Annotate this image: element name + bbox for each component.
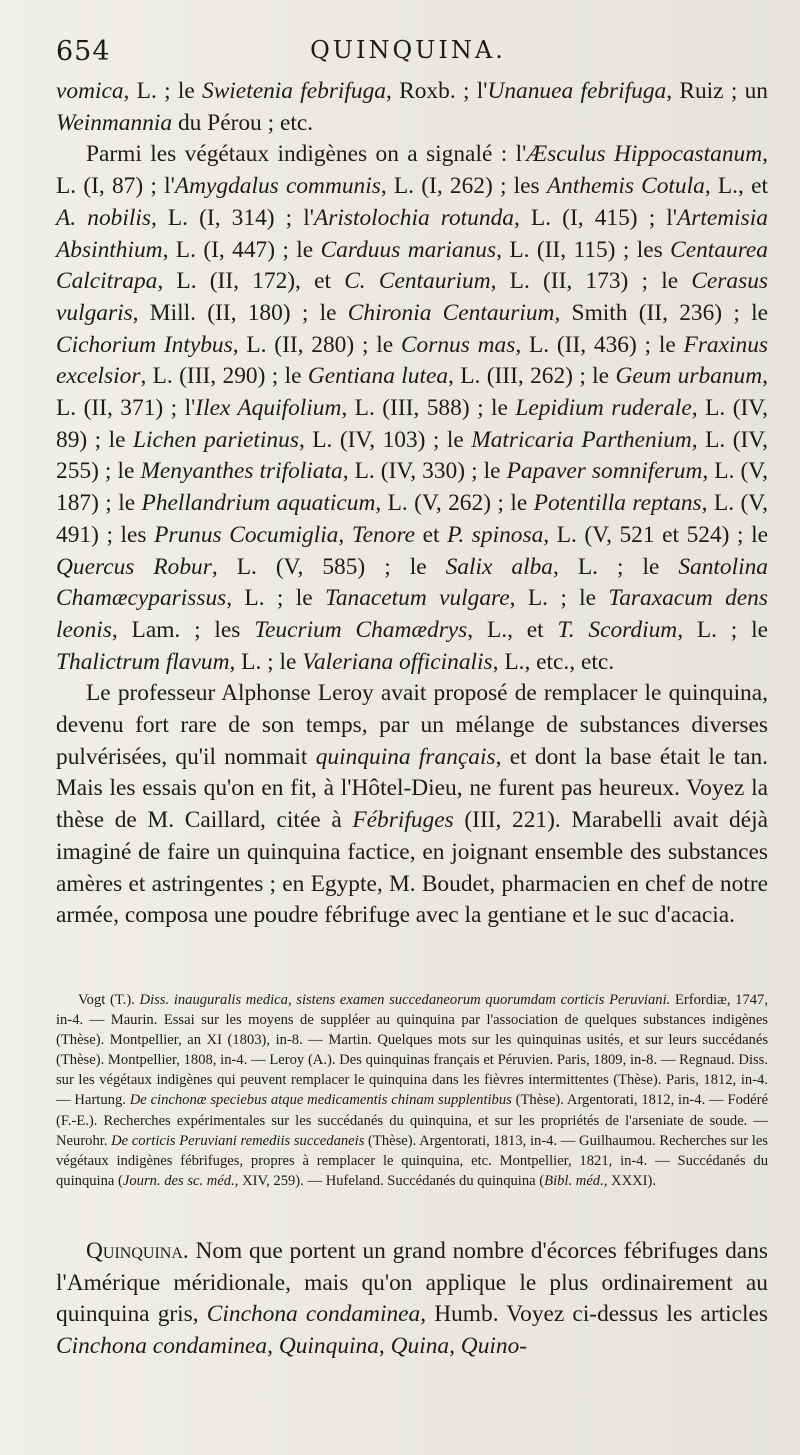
work-title: De corticis Peruviani remediis succedaneis [111, 1132, 365, 1149]
entry-headword: Quinquina. [86, 1238, 189, 1264]
species-name: vomica [56, 78, 124, 104]
species-name: Matricaria Parthenium [471, 426, 692, 453]
species-name: Phellandrium aquaticum [141, 490, 376, 517]
text-run: , L. (II, 115) ; les [496, 236, 671, 263]
text-run: , L. (I, 415) ; l' [513, 204, 678, 231]
text-run: , Smith (II, 236) ; le [554, 299, 769, 326]
species-name: Cerasus vulgaris [56, 268, 768, 326]
species-name: P. spinosa [447, 521, 544, 548]
species-name: Weinmannia [56, 109, 173, 136]
species-name: Teucrium Chamædrys [254, 616, 468, 643]
species-name: Valeriana officinalis [302, 648, 493, 675]
text-run: , L. (IV, 89) ; le [56, 395, 768, 453]
species-name: Cichorium Intybus [56, 331, 233, 358]
species-name: Thalictrum flavum [56, 648, 230, 675]
text-run: , L. (II, 280) ; le [232, 331, 401, 358]
text-run: (III, 221). Marabelli avait déjà imaginé de faire un quinquina factice, en joignant ensemble des substances amères et astringentes ; en Egypte, M. Boudet, pharmacien en chef de notre armée, composa une poudre fébrifuge avec la gentiane et le suc d'acacia. [56, 807, 769, 929]
text-run: , L., et [704, 173, 768, 200]
species-name: Prunus Cocumiglia [154, 521, 339, 548]
work-title: Diss. inauguralis medica, sistens examen succedaneorum quorumdam corticis Peruviani. [139, 992, 671, 1008]
text-run: , L. (I, 87) ; l' [56, 141, 768, 200]
text-run: , L. ; le [229, 648, 303, 675]
emphasis: quinquina français [315, 743, 496, 770]
species-name: Tanacetum vulgare [324, 585, 510, 612]
author-name: Tenore [351, 521, 416, 548]
cross-reference: Quina [390, 1333, 450, 1360]
dictionary-entry [56, 1236, 768, 1363]
species-name: Aristolochia rotunda [313, 204, 514, 231]
species-name: Salix alba [445, 553, 553, 580]
text-run: Le professeur Alphonse Leroy avait proposé de remplacer le quinquina, devenu fort rare de son temps, par un mélange de substances diverses pulvérisées, qu'il nommait [56, 680, 768, 770]
text-run: , Mill. (II, 180) ; le [132, 299, 348, 326]
text-run: Erfordiæ, 1747, in-4. — Maurin. Essai sur les moyens de suppléer au quinquina par l'association de quelques substances indigènes (Thèse). Montpellier, an XI (1803), in-8. — Martin. Quelques mots sur les quinquinas usités, et sur leurs succédanés (Thèse). Montpellier, 1808, in-4. — Leroy (A.). Des quinquinas français et Péruvien. Paris, 1809, in-8. — Regnaud. Diss. sur les végétaux indigènes qui peuvent remplacer le quinquina dans les fièvres intermittentes (Thèse). Paris, 1812, in-4. — Hartung. [56, 992, 769, 1109]
text-run: , [267, 1333, 279, 1360]
text-run: , L. (II, 436) ; le [515, 331, 684, 358]
text-run: , L. ; le [552, 553, 679, 580]
paragraph-indigenous-plants [56, 139, 768, 678]
text-run: , Lam. ; les [111, 616, 255, 643]
paragraph-leroy [56, 678, 768, 932]
species-name: Lepidium ruderale [515, 395, 692, 422]
species-name: Quercus Robur [56, 553, 212, 580]
text-run: , Roxb. ; l' [386, 78, 488, 104]
text-run: , XIV, 259). — Hufeland. Succédanés du quinquina ( [234, 1172, 545, 1189]
text-run: , L. ; le [226, 585, 325, 612]
text-run: , L. (V, 262) ; le [375, 490, 534, 517]
species-name: Potentilla reptans [533, 490, 702, 517]
species-name: Artemisia Absinthium [56, 204, 768, 263]
text-run: Vogt (T.). [78, 992, 140, 1008]
text-run: , L. (III, 290) ; le [140, 363, 308, 390]
species-name: A. nobilis [56, 204, 151, 231]
text-run: , [449, 1333, 461, 1360]
species-name: Anthemis Cotula [546, 173, 705, 200]
species-name: Chironia Centaurium [347, 299, 555, 326]
text-run: , L. (IV, 330) ; le [342, 458, 507, 485]
text-run: , L. (II, 173) ; le [490, 268, 692, 295]
species-name: Menyanthes trifoliata [140, 458, 343, 485]
text-run: du Pérou ; etc. [172, 109, 314, 136]
text-run: , L. (IV, 255) ; le [56, 426, 768, 485]
text-run: , L. (III, 588) ; le [341, 395, 516, 422]
text-run: (Thèse). Argentorati, 1812, in-4. — Fodéré (F.-E.). Recherches expérimentales sur les succédanés du quinquina, et sur les propriétés de l'arseniate de soude. — Neurohr. [56, 1092, 768, 1149]
text-run: , XXXI). [603, 1172, 657, 1189]
species-name: Santolina Chamæcyparissus [56, 553, 768, 612]
paragraph-continuation [56, 76, 768, 139]
main-text [56, 76, 768, 932]
species-name: T. Scordium [557, 616, 678, 643]
page-header [56, 36, 760, 76]
text-run: , L., etc., etc. [492, 648, 615, 675]
text-run: , L., et [467, 616, 558, 643]
work-title: Bibl. méd. [544, 1172, 604, 1189]
text-run: , [378, 1333, 391, 1360]
text-run: , Humb. Voyez ci-dessus les articles [420, 1301, 768, 1328]
text-run: , L. (I, 314) ; l' [150, 204, 314, 231]
text-run: , L. (V, 521 et 524) ; le [543, 521, 768, 548]
species-name: Papaver somniferum [506, 458, 703, 485]
species-name: Carduus marianus [320, 236, 497, 263]
running-title: QUINQUINA. [310, 36, 506, 64]
work-title: Journ. des sc. méd. [122, 1172, 235, 1189]
species-name: Cornus mas [400, 331, 516, 358]
text-run: , [338, 521, 352, 548]
bibliography-notes [56, 990, 768, 1191]
species-name: Fraxinus excelsior [56, 331, 768, 390]
text-run: , L. (V, 187) ; le [56, 458, 768, 517]
text-run: , L. (I, 262) ; les [380, 173, 547, 200]
species-name: Taraxacum dens leonis [56, 585, 768, 643]
text-run: , et dont la base était le tan. Mais les essais qu'on en fit, à l'Hôtel-Dieu, ne furent pas heureux. Voyez la thèse de M. Caillard, citée à [56, 743, 768, 834]
text-run: et [415, 521, 448, 548]
text-run: , L. ; le [509, 585, 609, 612]
text-run: Parmi les végétaux indigènes on a signalé : l' [86, 141, 527, 168]
text-run: (Thèse). Argentorati, 1813, in-4. — Guilhaumou. Recherches sur les végétaux indigènes fébrifuges, propres à remplacer le quinquina, etc. Montpellier, 1821, in-4. — Succédanés du quinquina ( [56, 1132, 768, 1189]
species-name: C. Centaurium [344, 268, 491, 295]
species-name: Lichen parietinus [132, 426, 299, 453]
text-run: Nom que portent un grand nombre d'écorces fébrifuges dans l'Amérique méridionale, mais qu'on applique le plus ordinairement au quinquina gris, [56, 1238, 768, 1328]
text-run: , L. (II, 172), et [157, 268, 345, 295]
text-run: , L. (V, 585) ; le [211, 553, 446, 580]
species-name: Ilex Aquifolium [195, 395, 342, 422]
work-title: De cinchonæ speciebus atque medicamentis chinam supplentibus [129, 1092, 512, 1109]
text-run: , L. ; le [677, 616, 768, 643]
species-name: Gentiana lutea [307, 363, 449, 390]
page-number: 654 [56, 36, 111, 67]
species-name: Unanuea febrifuga [487, 78, 667, 104]
cross-reference: Quino- [460, 1333, 528, 1360]
text-run: , L. (I, 447) ; le [162, 236, 321, 263]
cross-reference: Quinquina [278, 1333, 379, 1360]
cross-reference: Cinchona condaminea [56, 1333, 268, 1360]
text-run: , L. (IV, 103) ; le [298, 426, 472, 453]
species-name: Centaurea Calcitrapa [56, 236, 769, 295]
text-run: , L. (II, 371) ; l' [56, 363, 768, 422]
text-run: , L. (III, 262) ; le [448, 363, 616, 390]
species-name: Swietenia febrifuga [202, 78, 387, 104]
species-name: Cinchona condaminea [206, 1301, 421, 1328]
text-run: , L. (V, 491) ; les [56, 490, 768, 548]
species-name: Amygdalus communis [174, 173, 381, 200]
species-name: Geum urbanum [615, 363, 763, 390]
species-name: Æsculus Hippocastanum [526, 141, 763, 168]
text-run: , Ruiz ; un [666, 78, 768, 104]
cross-reference: Fébrifuges [352, 807, 454, 834]
text-run: , L. ; le [123, 78, 203, 104]
